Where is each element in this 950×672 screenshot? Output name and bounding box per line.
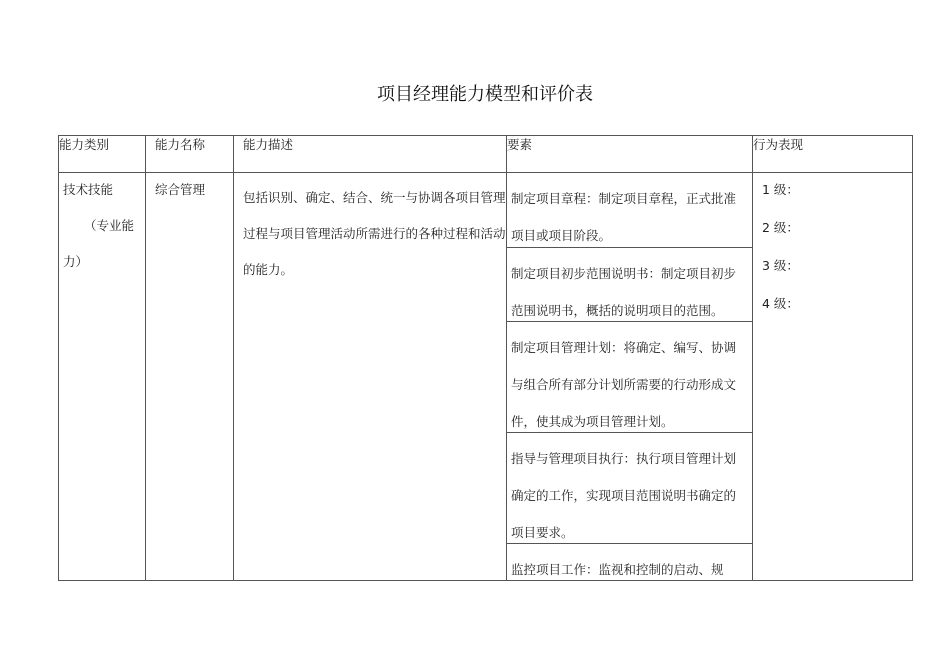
level-label: 2 级： <box>762 220 799 235</box>
page-title: 项目经理能力模型和评价表 <box>377 84 593 105</box>
category-line: 力） <box>63 254 89 269</box>
element-item <box>507 248 752 322</box>
element-item <box>507 322 752 433</box>
elements-cell <box>507 173 753 581</box>
header-description: 能力描述 <box>234 136 507 173</box>
element-item <box>507 173 752 248</box>
element-item <box>507 433 752 544</box>
header-elements: 要素 <box>507 136 753 173</box>
category-cell <box>59 173 146 581</box>
element-text: 指导与管理项目执行：执行项目管理计划确定的工作，实现项目范围说明书确定的项目要求。 <box>511 451 737 540</box>
level-label: 4 级： <box>762 296 799 311</box>
evaluation-table <box>58 135 913 581</box>
element-text: 制定项目章程：制定项目章程，正式批准项目或项目阶段。 <box>511 191 737 243</box>
header-category: 能力类别 <box>59 136 146 173</box>
level-label: 1 级： <box>762 182 799 197</box>
table-row <box>59 173 913 581</box>
header-behavior: 行为表现 <box>753 136 913 173</box>
level-label: 3 级： <box>762 258 799 273</box>
category-line: （专业能 <box>84 218 135 233</box>
header-name: 能力名称 <box>146 136 234 173</box>
description-text: 包括识别、确定、结合、统一与协调各项目管理过程与项目管理活动所需进行的各种过程和活动的能力。 <box>243 190 506 277</box>
behavior-cell <box>753 173 913 581</box>
name-cell: 综合管理 <box>146 173 234 581</box>
description-cell <box>234 173 507 581</box>
category-line: 技术技能 <box>63 182 114 197</box>
element-text: 制定项目管理计划：将确定、编写、协调与组合所有部分计划所需要的行动形成文件，使其成为项目管理计划。 <box>511 340 737 429</box>
table-header-row <box>59 136 913 173</box>
element-text: 制定项目初步范围说明书：制定项目初步范围说明书，概括的说明项目的范围。 <box>511 266 737 318</box>
element-text: 监控项目工作：监视和控制的启动、规 <box>511 562 724 577</box>
